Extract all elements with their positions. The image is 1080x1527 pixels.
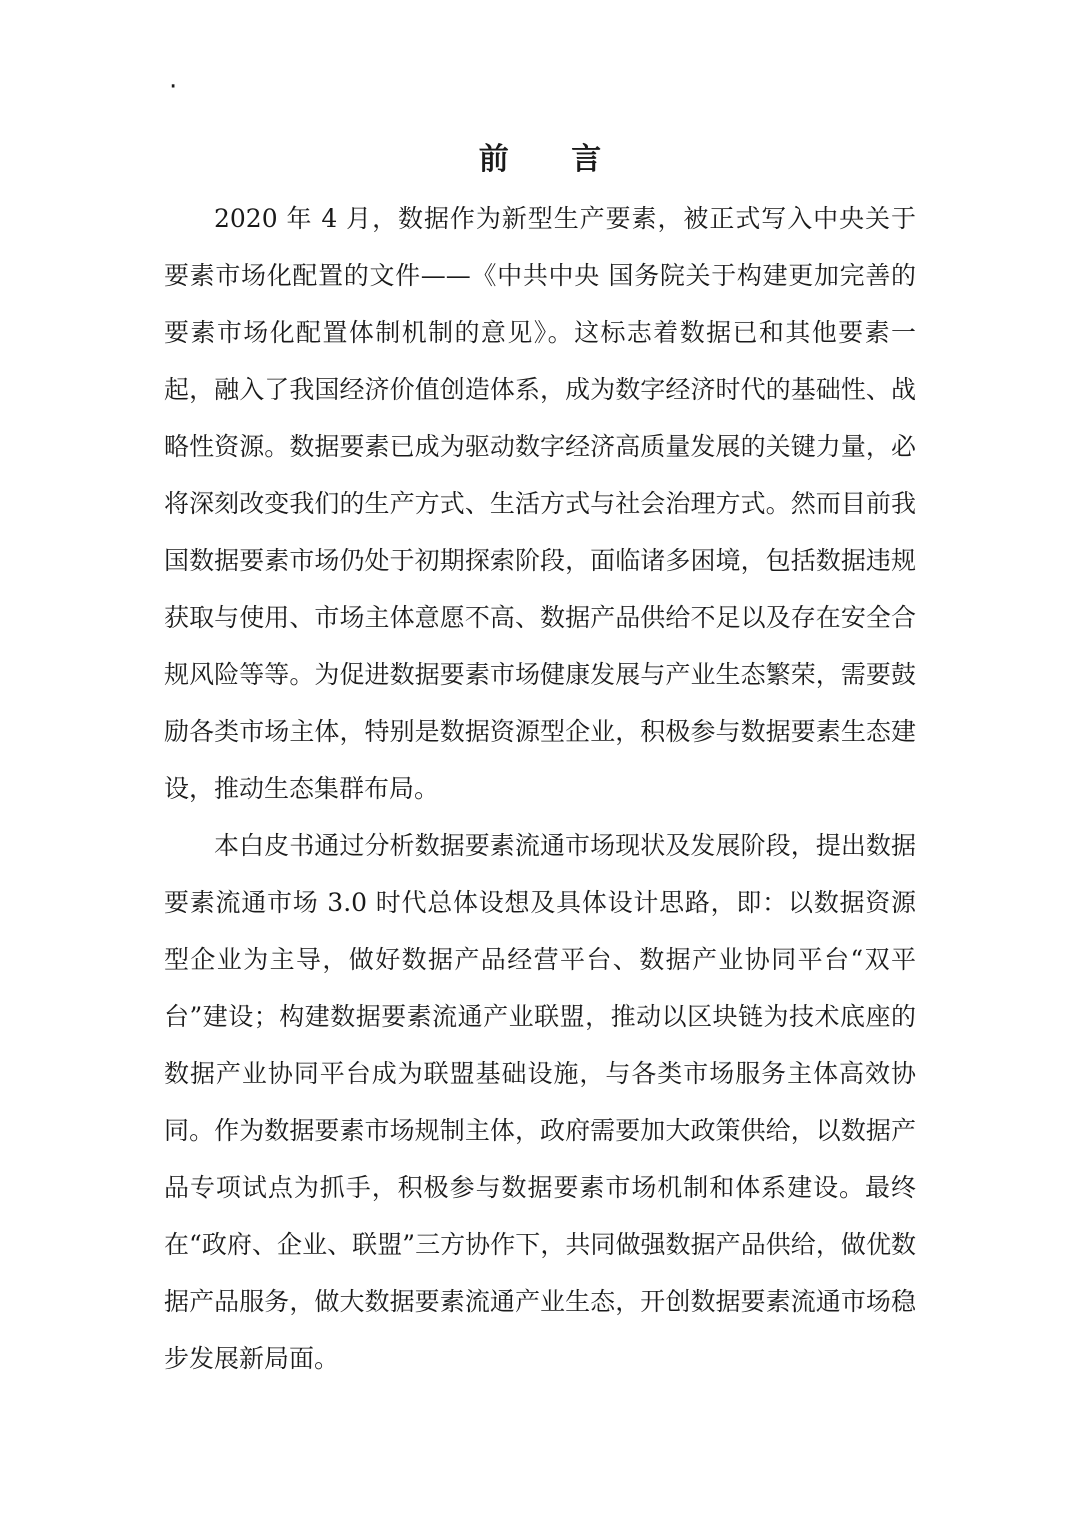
paragraph-2: 本白皮书通过分析数据要素流通市场现状及发展阶段，提出数据要素流通市场 3.0 时代总体设想及具体设计思路，即：以数据资源型企业为主导，做好数据产品经营平台、数据产业协同平台“双平台”建设；构建数据要素流通产业联盟，推动以区块链为技术底座的数据产业协同平台成为联盟基础设施，与各类市场服务主体高效协同。作为数据要素市场规制主体，政府需要加大政策供给，以数据产品专项试点为抓手，积极参与数据要素市场机制和体系建设。最终在“政府、企业、联盟”三方协作下，共同做强数据产品供给，做优数据产品服务，做大数据要素流通产业生态，开创数据要素流通市场稳步发展新局面。	[164, 831, 916, 1373]
body-text	[164, 190, 916, 1387]
paragraph-1: 2020 年 4 月，数据作为新型生产要素，被正式写入中央关于要素市场化配置的文件——《中共中央 国务院关于构建更加完善的要素市场化配置体制机制的意见》。这标志着数据已和其他要素一起，融入了我国经济价值创造体系，成为数字经济时代的基础性、战略性资源。数据要素已成为驱动数字经济高质量发展的关键力量，必将深刻改变我们的生产方式、生活方式与社会治理方式。然而目前我国数据要素市场仍处于初期探索阶段，面临诸多困境，包括数据违规获取与使用、市场主体意愿不高、数据产品供给不足以及存在安全合规风险等等。为促进数据要素市场健康发展与产业生态繁荣，需要鼓励各类市场主体，特别是数据资源型企业，积极参与数据要素生态建设，推动生态集群布局。	[164, 204, 916, 803]
corner-dot: ·	[169, 72, 178, 102]
page-title: 前 言	[478, 142, 628, 177]
